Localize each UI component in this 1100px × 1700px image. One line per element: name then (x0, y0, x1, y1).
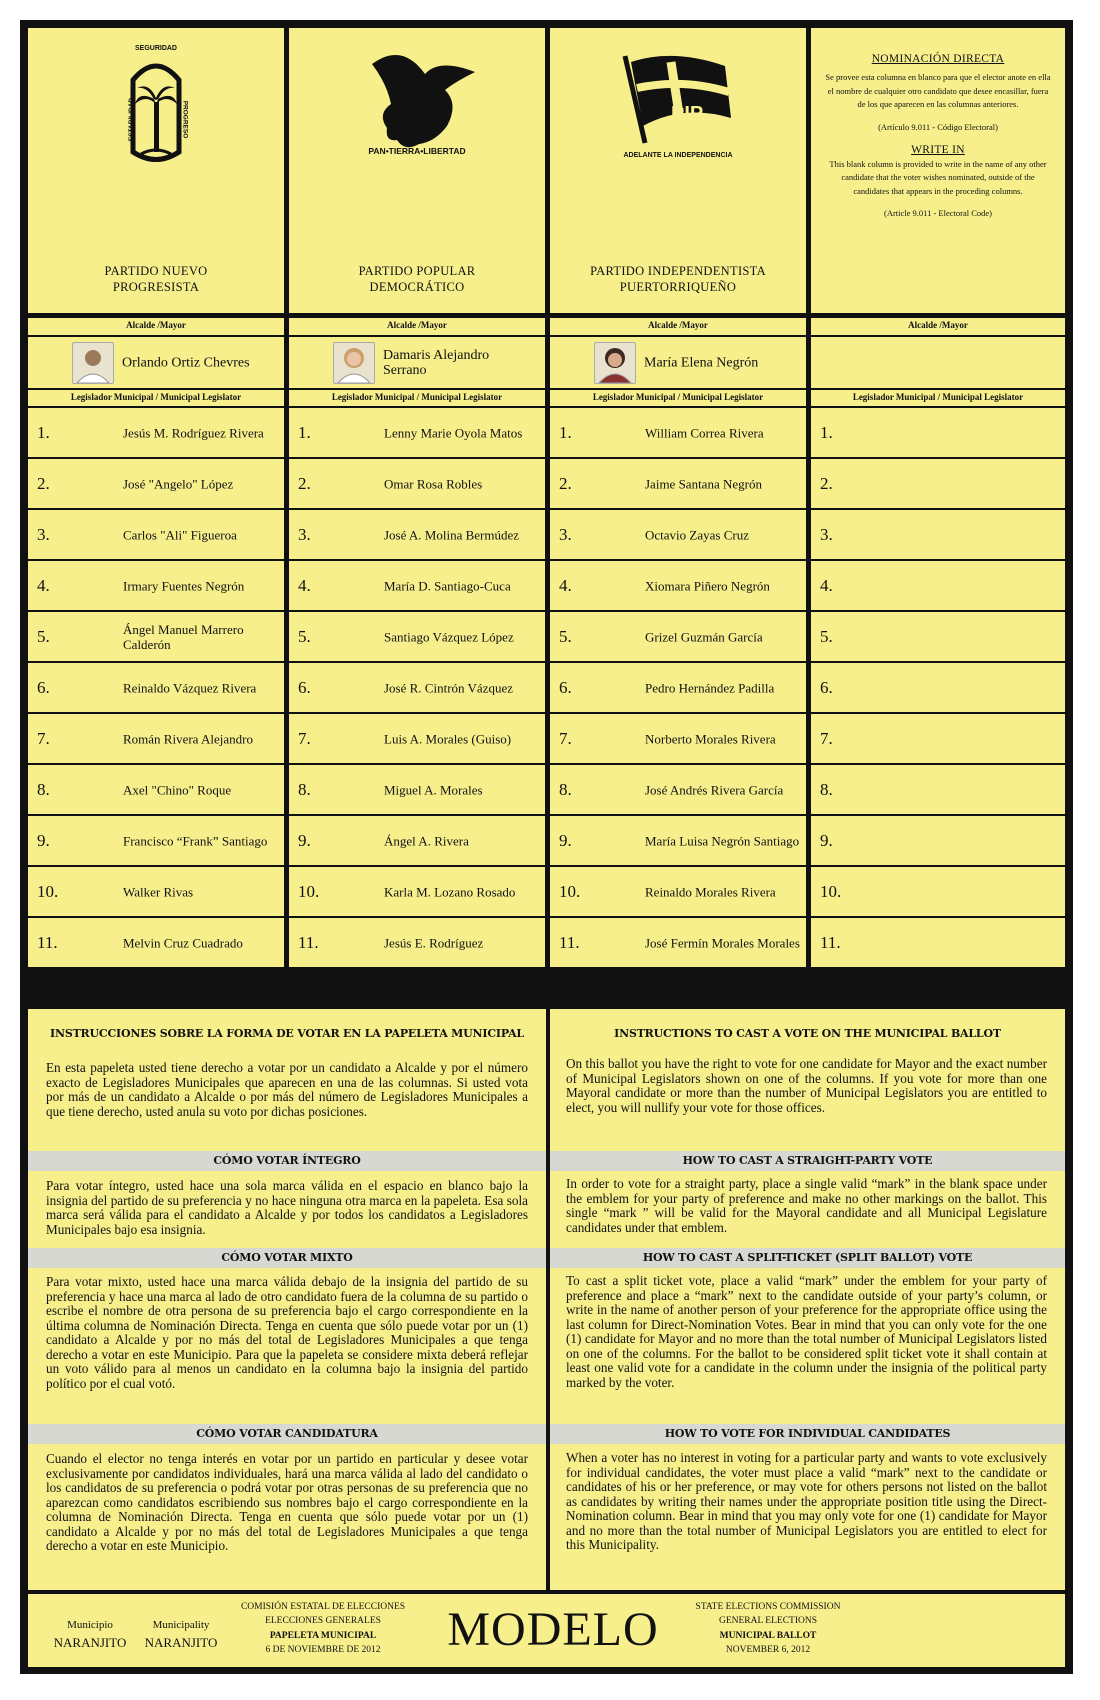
row-number: 4. (559, 575, 572, 595)
instructions-intro: En esta papeleta usted tiene derecho a votar por un candidato a Alcalde y por el número exacto de Legisladores Municipales que aparecen en una de las columnas. Si usted vota por más de un candidato a Alcalde o por más del número de Legisladores Municipales a que tiene derecho, usted anula su voto por dichas posiciones. (46, 1060, 528, 1119)
legislator-row-ppd[interactable] (289, 867, 545, 916)
party-column-pnp[interactable] (28, 28, 284, 313)
section-header: HOW TO CAST A STRAIGHT-PARTY VOTE (550, 1151, 1065, 1171)
mayor-write-in[interactable] (811, 337, 1065, 388)
pip-flag-icon (613, 48, 743, 158)
ballot-type-en: MUNICIPAL BALLOT (719, 1631, 817, 1641)
legislator-name: Xiomara Piñero Negrón (645, 578, 770, 593)
row-number: 2. (559, 473, 572, 493)
legislator-row-ppd[interactable] (289, 561, 545, 610)
section-header: CÓMO VOTAR MIXTO (28, 1248, 546, 1268)
legislator-row-ppd[interactable] (289, 612, 545, 661)
seal-text-right: PROGRESO (181, 100, 189, 139)
legislator-name: Melvin Cruz Cuadrado (123, 935, 243, 950)
legislator-row-write-in[interactable] (811, 765, 1065, 814)
legislator-row-ppd[interactable] (289, 459, 545, 508)
row-number: 2. (820, 473, 833, 493)
legislator-name: Francisco “Frank” Santiago (123, 833, 268, 848)
legislator-header: Legislador Municipal / Municipal Legislator (28, 390, 284, 406)
party-name: PARTIDO POPULAR DEMOCRÁTICO (358, 264, 476, 294)
legislator-row-write-in[interactable] (811, 459, 1065, 508)
section-text: In order to vote for a straight party, place a single valid “mark” in the blank space under the emblem for your party of preference and make no other markings on the ballot. This single “mark ” will be valid for the Mayoral candidate and all Municipal Legislature candidates under that emblem. (566, 1176, 1047, 1235)
row-number: 8. (820, 779, 833, 799)
row-number: 5. (37, 626, 50, 646)
instructions-en (550, 1009, 1065, 1590)
legislator-row-pnp[interactable] (28, 867, 284, 916)
legislator-name: William Correa Rivera (645, 425, 764, 440)
row-number: 3. (298, 524, 311, 544)
row-number: 1. (37, 422, 50, 442)
instructions-title: INSTRUCCIONES SOBRE LA FORMA DE VOTAR EN LA PAPELETA MUNICIPAL (50, 1027, 524, 1040)
commission-en: STATE ELECTIONS COMMISSION (695, 1602, 841, 1612)
municipio-value: NARANJITO (53, 1635, 127, 1650)
row-number: 10. (559, 881, 581, 901)
legislator-name: Ángel Manuel Marrero Calderón (123, 621, 244, 652)
legislator-row-pip[interactable] (550, 918, 806, 967)
row-number: 7. (820, 728, 833, 748)
candidate-photo (72, 342, 114, 384)
legislator-name: Axel "Chino" Roque (123, 782, 232, 797)
ballot-footer (28, 1594, 1065, 1667)
party-name: PARTIDO INDEPENDENTISTA PUERTORRIQUEÑO (590, 264, 766, 294)
legislator-row-ppd[interactable] (289, 408, 545, 457)
legislator-row-pip[interactable] (550, 408, 806, 457)
legislator-row-write-in[interactable] (811, 918, 1065, 967)
seal-text-left: ESTABILIDAD (128, 97, 136, 142)
row-number: 8. (559, 779, 572, 799)
row-number: 3. (559, 524, 572, 544)
legislator-header: Legislador Municipal / Municipal Legislator (289, 390, 545, 406)
legislator-name: Octavio Zayas Cruz (645, 527, 749, 542)
date-en: NOVEMBER 6, 2012 (725, 1645, 811, 1655)
row-number: 11. (820, 932, 841, 952)
modelo-watermark: MODELO (447, 1603, 659, 1656)
legislator-row-pip[interactable] (550, 867, 806, 916)
mayor-header: Alcalde /Mayor (28, 318, 284, 335)
mayor-name: María Elena Negrón (644, 355, 759, 370)
party-name: PARTIDO NUEVO PROGRESISTA (104, 264, 208, 294)
row-number: 7. (559, 728, 572, 748)
section-text: Cuando el elector no tenga interés en votar por un partido en particular y desee votar exclusivamente por candidatos individuales, hará una marca válida al lado del candidato o los candidatos de su preferencia o podrá votar por otras personas de su preferencia que no aparezcan como candidatos escribiendo sus nombres bajo el cargo correspondiente en la columna de Nominación Directa. Tenga en cuenta que sólo puede votar por un (1) candidato a Alcalde y por no más del total de Legisladores Municipales a que tenga derecho a votar en este Municipio. (46, 1451, 528, 1553)
mayor-name: Damaris Alejandro Serrano (383, 347, 490, 378)
candidate-photo (594, 342, 636, 384)
mayor-candidate-ppd[interactable] (289, 337, 545, 388)
row-number: 2. (298, 473, 311, 493)
elections-es: ELECCIONES GENERALES (265, 1616, 381, 1626)
row-number: 7. (37, 728, 50, 748)
legislator-row-pip[interactable] (550, 714, 806, 763)
legislator-row-pip[interactable] (550, 510, 806, 559)
legislator-name: Luis A. Morales (Guiso) (384, 731, 512, 746)
instructions-title: INSTRUCTIONS TO CAST A VOTE ON THE MUNICIPAL BALLOT (614, 1027, 1001, 1040)
legislator-row-pip[interactable] (550, 765, 806, 814)
legislator-row-pnp[interactable] (28, 408, 284, 457)
section-header: CÓMO VOTAR ÍNTEGRO (28, 1151, 546, 1171)
section-header: HOW TO CAST A SPLIT-TICKET (SPLIT BALLOT) VOTE (550, 1248, 1065, 1268)
legislator-name: Jaime Santana Negrón (645, 476, 762, 491)
legislator-name: Irmary Fuentes Negrón (123, 578, 245, 593)
seal-text-top: SEGURIDAD (134, 45, 177, 52)
instructions-intro: On this ballot you have the right to vote for one candidate for Mayor and the exact number of Municipal Legislators shown on one of the columns. If you vote for more than one Mayoral candidate or more than the number of Municipal Legislators you are entitled to elect, you will nullify your vote for those offices. (566, 1056, 1047, 1115)
legislator-row-pnp[interactable] (28, 714, 284, 763)
legislator-name: Santiago Vázquez López (384, 629, 514, 644)
legislator-name: María D. Santiago-Cuca (384, 578, 511, 593)
row-number: 9. (820, 830, 833, 850)
row-number: 11. (559, 932, 580, 952)
write-in-title-en: WRITE IN (911, 143, 965, 156)
municipality-value: NARANJITO (144, 1635, 218, 1650)
legislator-row-ppd[interactable] (289, 765, 545, 814)
legislator-name: Jesús M. Rodríguez Rivera (123, 425, 264, 440)
row-number: 2. (37, 473, 50, 493)
legislator-row-ppd[interactable] (289, 714, 545, 763)
row-number: 11. (298, 932, 319, 952)
row-number: 4. (820, 575, 833, 595)
row-number: 8. (298, 779, 311, 799)
legislator-row-write-in[interactable] (811, 510, 1065, 559)
date-es: 6 DE NOVIEMBRE DE 2012 (265, 1645, 381, 1655)
legislator-row-ppd[interactable] (289, 663, 545, 712)
row-number: 10. (298, 881, 320, 901)
legislator-name: Pedro Hernández Padilla (645, 680, 775, 695)
legislator-row-write-in[interactable] (811, 663, 1065, 712)
legislator-name: Miguel A. Morales (384, 782, 483, 797)
write-in-column[interactable] (811, 28, 1065, 313)
legislator-row-pnp[interactable] (28, 918, 284, 967)
row-number: 9. (559, 830, 572, 850)
party-column-ppd[interactable] (289, 28, 545, 313)
elections-en: GENERAL ELECTIONS (718, 1616, 818, 1626)
mayor-candidate-pip[interactable] (550, 337, 806, 388)
write-in-text-en: This blank column is provided to write in the name of any other candidate that the voter wishes nominated, outside of the candidates that appears in the proceding columns. (829, 158, 1047, 196)
row-number: 9. (37, 830, 50, 850)
legislator-row-write-in[interactable] (811, 561, 1065, 610)
section-text: Para votar mixto, usted hace una marca válida debajo de la insignia del partido de su preferencia y hace una marca al lado de otro candidato fuera de la columna de su partido o escribe el nombre de otra persona de su preferencia bajo el cargo correspondiente en la última columna de Nominación Directa. Tenga en cuenta que sólo puede votar por un (1) candidato a Alcalde y por no más del total de Legisladores Municipales a que tenga derecho a votar en este Municipio. Para que la papeleta se considere mixta deberá reflejar un voto válido para al menos un candidato en la columna bajo la insignia del partido político por el cual votó. (46, 1274, 528, 1391)
legislator-row-ppd[interactable] (289, 510, 545, 559)
municipality-label: Municipality (152, 1619, 210, 1631)
legislator-name: José "Angelo" López (123, 476, 234, 491)
municipio-label: Municipio (67, 1619, 113, 1631)
ballot-type-es: PAPELETA MUNICIPAL (269, 1631, 377, 1641)
legislator-row-pnp[interactable] (28, 459, 284, 508)
legislator-row-write-in[interactable] (811, 612, 1065, 661)
legislator-row-pnp[interactable] (28, 765, 284, 814)
section-header: HOW TO VOTE FOR INDIVIDUAL CANDIDATES (550, 1424, 1065, 1444)
legislator-name: Norberto Morales Rivera (645, 731, 776, 746)
legislator-name: Lenny Marie Oyola Matos (384, 425, 523, 440)
legislator-row-pnp[interactable] (28, 561, 284, 610)
legislator-name: José Fermín Morales Morales (645, 935, 800, 950)
row-number: 9. (298, 830, 311, 850)
instructions-es (28, 1009, 546, 1590)
party-slogan: ADELANTE LA INDEPENDENCIA (623, 152, 733, 159)
write-in-text-es: Se provee esta columna en blanco para que el elector anote en ella el nombre de cualquier otro candidato que desee encasillar, fuera de los que aparecen en las columnas anteriores. (825, 72, 1051, 109)
row-number: 1. (298, 422, 311, 442)
mayor-header: Alcalde /Mayor (550, 318, 806, 335)
row-number: 5. (298, 626, 311, 646)
write-in-title-es: NOMINACIÓN DIRECTA (871, 53, 1005, 65)
commission-es: COMISIÓN ESTATAL DE ELECCIONES (240, 1602, 406, 1612)
party-slogan: PAN•TIERRA•LIBERTAD (368, 146, 466, 156)
legislator-row-pip[interactable] (550, 561, 806, 610)
row-number: 11. (37, 932, 58, 952)
legislator-row-pnp[interactable] (28, 663, 284, 712)
legislator-name: José A. Molina Bermúdez (384, 527, 520, 542)
legislator-row-pip[interactable] (550, 612, 806, 661)
candidate-photo (333, 342, 375, 384)
row-number: 7. (298, 728, 311, 748)
section-text: To cast a split ticket vote, place a valid “mark” under the emblem for your party of preference and place a “mark” next to the candidate outside of your party’s column, or write in the name of another person of your preference for the appropriate office using the last column for Direct-Nomination Votes. Bear in mind that you can only vote for the one (1) candidate for Mayor and no more than the total number of Municipal Legislators listed on one of the columns. For the ballot to be considered split ticket vote it shall contain at least one valid vote for a candidate in the column under the insignia of the political party marked by the voter. (566, 1273, 1047, 1390)
mayor-name: Orlando Ortiz Chevres (122, 355, 250, 370)
row-number: 3. (820, 524, 833, 544)
section-text: Para votar íntegro, usted hace una sola marca válida en el espacio en blanco bajo la insignia del partido de su preferencia y no hace ninguna otra marca en la papeleta. Esa sola marca será válida para el candidato a Alcalde y por todos los candidatos a Legisladores Municipales bajo esa insignia. (46, 1178, 528, 1237)
legislator-name: Román Rivera Alejandro (123, 731, 253, 746)
legislator-name: José R. Cintrón Vázquez (384, 680, 514, 695)
legislator-row-pip[interactable] (550, 459, 806, 508)
legislator-name: José Andrés Rivera García (645, 782, 784, 797)
legislator-name: Karla M. Lozano Rosado (384, 884, 516, 899)
legislator-name: María Luisa Negrón Santiago (645, 833, 800, 848)
row-number: 6. (37, 677, 50, 697)
legislator-row-pnp[interactable] (28, 510, 284, 559)
row-number: 4. (37, 575, 50, 595)
legislator-row-write-in[interactable] (811, 816, 1065, 865)
legislator-row-ppd[interactable] (289, 816, 545, 865)
legislator-name: Jesús E. Rodríguez (384, 935, 484, 950)
legislator-row-pnp[interactable] (28, 816, 284, 865)
legislator-name: Reinaldo Morales Rivera (645, 884, 776, 899)
legislator-row-write-in[interactable] (811, 408, 1065, 457)
legislator-row-pnp[interactable] (28, 612, 284, 661)
legislator-name: Omar Rosa Robles (384, 476, 483, 491)
legislator-row-pip[interactable] (550, 663, 806, 712)
legislator-name: Walker Rivas (123, 884, 194, 899)
row-number: 1. (559, 422, 572, 442)
legislator-name: Reinaldo Vázquez Rivera (123, 680, 257, 695)
row-number: 5. (820, 626, 833, 646)
row-number: 3. (37, 524, 50, 544)
row-number: 10. (37, 881, 59, 901)
legislator-row-ppd[interactable] (289, 918, 545, 967)
row-number: 4. (298, 575, 311, 595)
row-number: 1. (820, 422, 833, 442)
legislator-row-write-in[interactable] (811, 714, 1065, 763)
row-number: 10. (820, 881, 842, 901)
legislator-name: Ángel A. Rivera (384, 833, 469, 848)
legislator-header: Legislador Municipal / Municipal Legislator (550, 390, 806, 406)
write-in-ref-en: (Article 9.011 - Electoral Code) (883, 208, 993, 218)
section-header: CÓMO VOTAR CANDIDATURA (28, 1424, 546, 1444)
row-number: 6. (559, 677, 572, 697)
row-number: 6. (820, 677, 833, 697)
mayor-header: Alcalde /Mayor (811, 318, 1065, 335)
mayor-header: Alcalde /Mayor (289, 318, 545, 335)
palm-tree-seal-icon (91, 42, 221, 182)
write-in-ref-es: (Artículo 9.011 - Código Electoral) (878, 121, 998, 132)
legislator-header: Legislador Municipal / Municipal Legislator (811, 390, 1065, 406)
section-text: When a voter has no interest in voting for a particular party and wants to vote exclusively for individual candidates, the voter must place a valid “mark” next to the candidate or candidates of his or her preference, or may vote for others persons not listed on the ballot as candidates by writing their names under the appropriate position title using the Direct-Nomination column. Bear in mind that you may only vote for one (1) candidate for Mayor and no more than the total number of Municipal Legislators you are entitled to elect for this Municipality. (566, 1450, 1047, 1552)
row-number: 8. (37, 779, 50, 799)
row-number: 5. (559, 626, 572, 646)
legislator-name: Grizel Guzmán García (645, 629, 763, 644)
legislator-row-write-in[interactable] (811, 867, 1065, 916)
party-column-pip[interactable] (550, 28, 806, 313)
svg-text:PIP: PIP (671, 103, 704, 125)
legislator-row-pip[interactable] (550, 816, 806, 865)
row-number: 6. (298, 677, 311, 697)
mayor-candidate-pnp[interactable] (28, 337, 284, 388)
legislator-name: Carlos "Ali" Figueroa (123, 527, 237, 542)
